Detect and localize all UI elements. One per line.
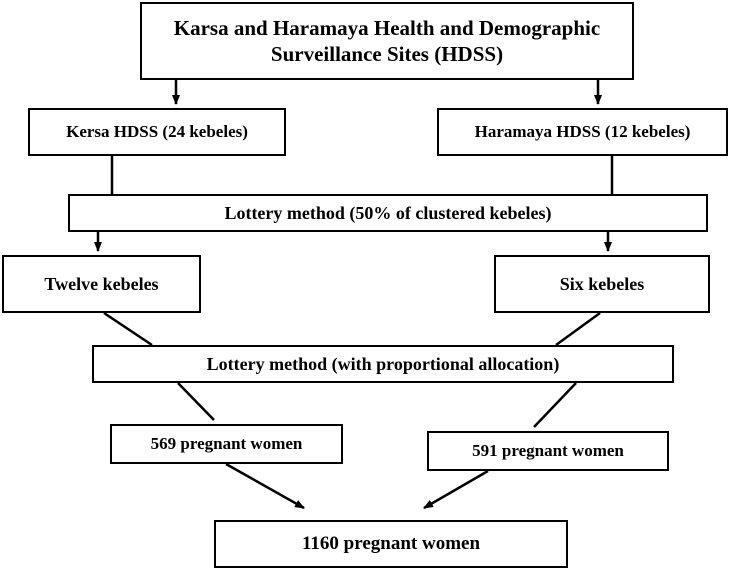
node-total-pregnant-women-label: 1160 pregnant women	[301, 533, 481, 555]
node-lottery-method-proportional	[92, 345, 674, 383]
connector-twelve-to-lottery2	[104, 313, 152, 345]
node-kersa-hdss	[28, 108, 286, 156]
node-title-label: Karsa and Haramaya Health and Demographic Surveillance Sites (HDSS)	[173, 15, 601, 66]
connector-591-to-total	[424, 471, 488, 508]
node-kersa-hdss-label: Kersa HDSS (24 kebeles)	[66, 122, 248, 142]
node-lottery-method-clustered	[68, 194, 708, 232]
node-591-pregnant-women-label: 591 pregnant women	[472, 441, 624, 461]
node-lottery-method-clustered-label: Lottery method (50% of clustered kebeles)	[224, 202, 552, 223]
node-title	[140, 2, 634, 80]
node-twelve-kebeles	[2, 255, 201, 313]
node-569-pregnant-women	[110, 424, 343, 464]
connector-six-to-lottery2	[556, 313, 600, 345]
node-haramaya-hdss	[437, 108, 728, 156]
node-591-pregnant-women	[427, 431, 669, 471]
node-lottery-method-proportional-label: Lottery method (with proportional allocation)	[206, 353, 560, 374]
node-twelve-kebeles-label: Twelve kebeles	[44, 273, 159, 294]
connector-569-to-total	[226, 464, 304, 508]
node-six-kebeles-label: Six kebeles	[559, 273, 645, 294]
node-haramaya-hdss-label: Haramaya HDSS (12 kebeles)	[474, 122, 691, 142]
node-569-pregnant-women-label: 569 pregnant women	[150, 434, 303, 454]
node-total-pregnant-women	[214, 520, 568, 568]
connector-lottery2-to-569	[178, 383, 214, 420]
node-six-kebeles	[494, 255, 710, 313]
connector-lottery2-to-591	[534, 383, 576, 427]
